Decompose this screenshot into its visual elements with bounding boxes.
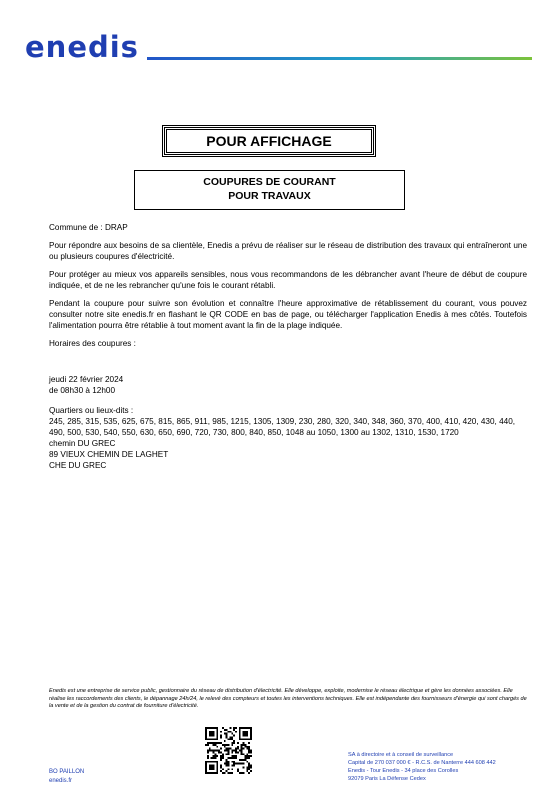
legal-line-4: 92079 Paris La Défense Cedex bbox=[348, 776, 426, 782]
legal-info bbox=[348, 751, 528, 783]
commune-line: Commune de : DRAP bbox=[49, 223, 128, 232]
bo-block bbox=[49, 768, 84, 786]
coupures-title-box bbox=[134, 170, 405, 210]
paragraph-1: Pour répondre aux besoins de sa clientèle, Enedis a prévu de réaliser sur le réseau de distribution des travaux qui entraîneront une ou plusieurs coupures d'électricité. bbox=[49, 241, 527, 261]
enedis-logo: enedis bbox=[25, 30, 139, 64]
enedis-disclaimer: Enedis est une entreprise de service public, gestionnaire du réseau de distribution d'électricité. Elle développe, exploite, modernise le réseau électrique et gère les données associées. Elle réalise les raccordements des clients, le dépannage 24h/24, le relevé des compteurs et toutes les interventions techniques. Elle est indépendante des fournisseurs d'énergie qui sont chargés de la vente et de la gestion du contrat de fourniture d'électricité. bbox=[49, 688, 527, 710]
paragraph-2: Pour protéger au mieux vos appareils sensibles, nous vous recommandons de les débrancher avant l'heure de début de coupure indiquée, et de ne les rebrancher qu'une fois le courant rétabli. bbox=[49, 270, 527, 290]
horaires-label: Horaires des coupures : bbox=[49, 339, 136, 348]
paragraph-3: Pendant la coupure pour suivre son évolution et connaître l'heure approximative de rétablissement du courant, vous pouvez consulter notre site enedis.fr en flashant le QR CODE en bas de page, ou télécharger l'application Enedis à mes côtés. Toutefois l'alimentation pourra être rétablie à tout moment avant la fin de la plage indiquée. bbox=[49, 299, 527, 330]
street-2: 89 VIEUX CHEMIN DE LAGHET bbox=[49, 450, 169, 459]
street-1: chemin DU GREC bbox=[49, 439, 116, 448]
street-3: CHE DU GREC bbox=[49, 461, 107, 470]
header-gradient-line bbox=[147, 57, 532, 60]
pour-affichage-box: POUR AFFICHAGE bbox=[164, 127, 374, 155]
enedis-url[interactable]: enedis.fr bbox=[49, 778, 73, 784]
coupures-line2: POUR TRAVAUX bbox=[228, 190, 311, 202]
coupure-date: jeudi 22 février 2024 bbox=[49, 375, 124, 384]
legal-line-1: SA à directoire et à conseil de surveillance bbox=[348, 752, 454, 758]
address-numbers: 245, 285, 315, 535, 625, 675, 815, 865, 911, 985, 1215, 1305, 1309, 230, 280, 320, 340, 348, 360, 370, 400, 410, 420, 430, 440, 490, 500, 530, 540, 550, 630, 650, 690, 720, 730, 800, 840, 850, 1048 au 1050, 1300 au 1302, 1310, 1530, 1720 bbox=[49, 417, 516, 437]
quartiers-label: Quartiers ou lieux-dits : bbox=[49, 406, 134, 415]
legal-line-3: Enedis - Tour Enedis - 34 place des Corolles bbox=[348, 768, 459, 774]
coupures-line1: COUPURES DE COURANT bbox=[203, 176, 336, 188]
coupure-time: de 08h30 à 12h00 bbox=[49, 386, 116, 395]
notice-body bbox=[49, 222, 527, 471]
qr-code-icon[interactable] bbox=[205, 727, 252, 774]
bo-paillon: BO PAILLON bbox=[49, 769, 85, 775]
legal-line-2: Capital de 270 037 000 € - R.C.S. de Nanterre 444 608 442 bbox=[348, 760, 496, 766]
